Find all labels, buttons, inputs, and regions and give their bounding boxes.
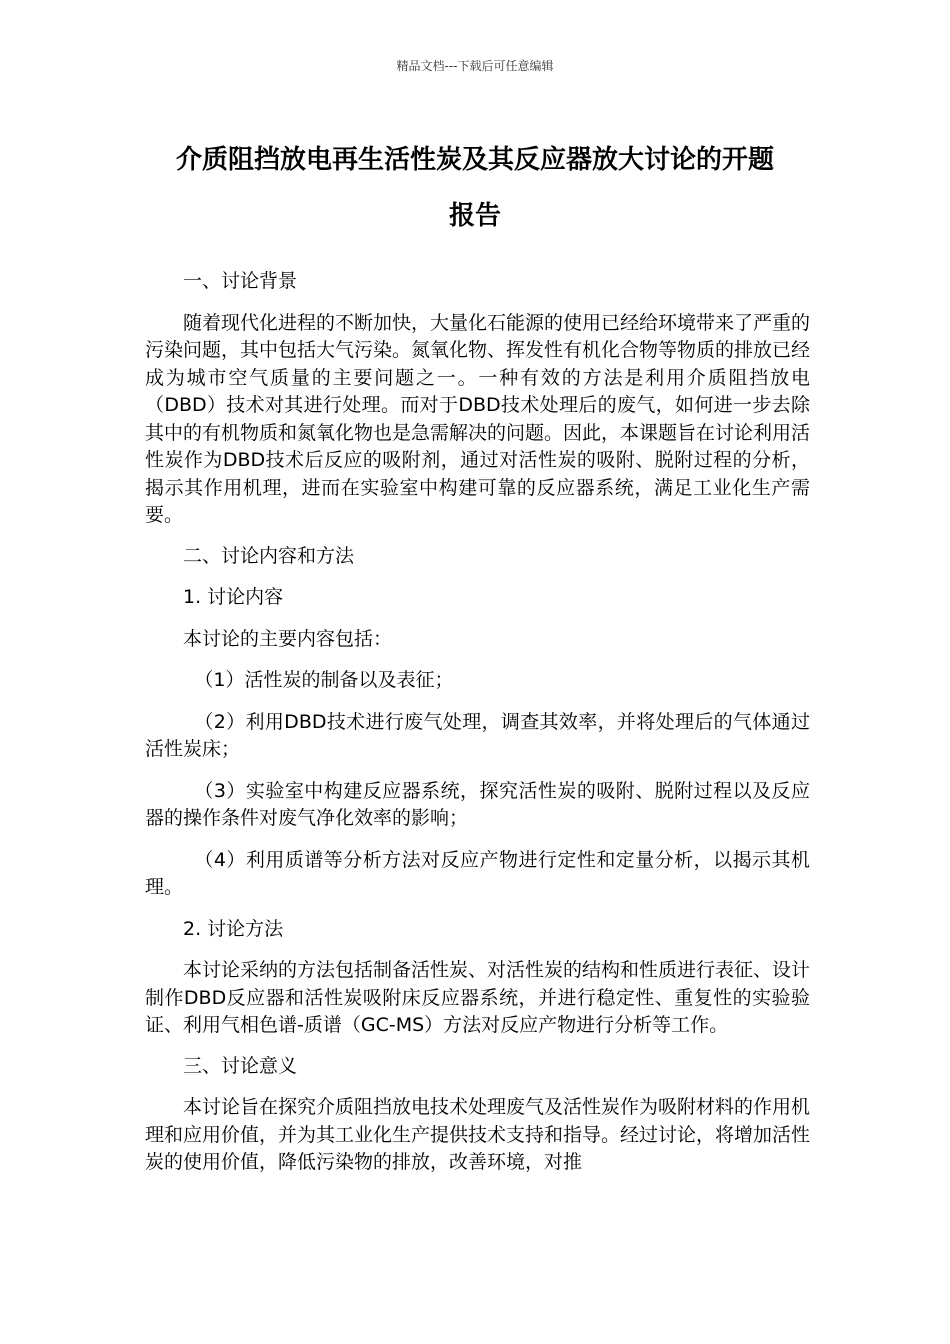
document-title	[140, 132, 810, 244]
title-line-1: 介质阻挡放电再生活性炭及其反应器放大讨论的开题	[175, 145, 774, 175]
section-heading-background: 一、讨论背景	[183, 270, 298, 292]
section-heading-significance: 三、讨论意义	[183, 1054, 298, 1077]
page-header-note: 精品文档---下载后可任意编辑	[396, 59, 554, 73]
content-intro: 本讨论的主要内容包括：	[183, 627, 393, 650]
content-item-3: （3）实验室中构建反应器系统，探究活性炭的吸附、脱附过程以及反应器的操作条件对废气净化效率的影响；	[145, 779, 810, 829]
content-item-4: （4）利用质谱等分析方法对反应产物进行定性和定量分析，以揭示其机理。	[145, 848, 810, 898]
subheading-method: 2. 讨论方法	[183, 917, 284, 940]
document-body	[145, 268, 810, 1190]
content-item-2: （2）利用DBD技术进行废气处理，调查其效率，并将处理后的气体通过活性炭床；	[145, 710, 810, 760]
subheading-content: 1. 讨论内容	[183, 586, 284, 608]
background-paragraph: 随着现代化进程的不断加快，大量化石能源的使用已经给环境带来了严重的污染问题，其中包括大气污染。氮氧化物、挥发性有机化合物等物质的排放已经成为城市空气质量的主要问题之一。一种有效的方法是利用介质阻挡放电（DBD）技术对其进行处理。而对于DBD技术处理后的废气，如何进一步去除其中的有机物质和氮氧化物也是急需解决的问题。因此，本课题旨在讨论利用活性炭作为DBD技术后反应的吸附剂，通过对活性炭的吸附、脱附过程的分析，揭示其作用机理，进而在实验室中构建可靠的反应器系统，满足工业化生产需要。	[145, 311, 811, 526]
title-line-2: 报告	[448, 201, 501, 231]
section-heading-content-method: 二、讨论内容和方法	[183, 544, 355, 567]
significance-paragraph: 本讨论旨在探究介质阻挡放电技术处理废气及活性炭作为吸附材料的作用机理和应用价值，并为其工业化生产提供技术支持和指导。经过讨论，将增加活性炭的使用价值，降低污染物的排放，改善环境，对推	[145, 1096, 811, 1173]
method-paragraph: 本讨论采纳的方法包括制备活性炭、对活性炭的结构和性质进行表征、设计制作DBD反应器和活性炭吸附床反应器系统，并进行稳定性、重复性的实验验证、利用气相色谱-质谱（GC-MS）方法对反应产物进行分析等工作。	[145, 959, 811, 1036]
content-item-1: （1）活性炭的制备以及表征；	[194, 669, 454, 691]
